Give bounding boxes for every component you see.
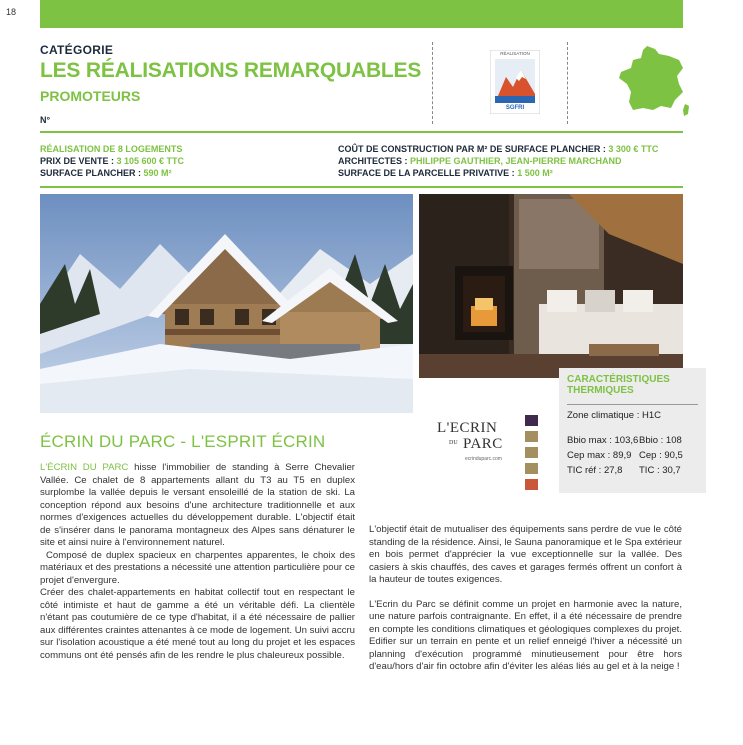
info-right-block: [338, 143, 658, 179]
info-surface-plancher: SURFACE PLANCHER : 590 M²: [40, 168, 172, 178]
category-title: LES RÉALISATIONS REMARQUABLES: [40, 59, 422, 82]
thermal-cep-max: Cep max : 89,9: [567, 450, 632, 461]
top-green-bar: [40, 0, 683, 28]
palette-swatch-1: [525, 415, 538, 426]
award-badge-top-text: RÉALISATION: [500, 51, 530, 56]
article-paragraph: L'objectif était de mutualiser des équipements sans perdre de vue le côté standing de la résidence. Ainsi, le Sauna panoramique et le Spa extérieur en bois permet d'apprécier la vue exceptionnelle sur la vallée. Des casiers à skis chauffés, des caves et garages fermés offrent un confort à la hauteur de toutes exigences.: [369, 524, 682, 585]
article-column-2: [369, 524, 682, 674]
thermal-tic: TIC : 30,7: [639, 465, 681, 476]
header-divider-right: [567, 42, 568, 124]
palette-swatch-5: [525, 479, 538, 490]
article-title: ÉCRIN DU PARC - L'ESPRIT ÉCRIN: [40, 432, 326, 451]
article-paragraph: L'Ecrin du Parc se définit comme un projet en harmonie avec la nature, une nature parfois contraignante. En effet, il a été nécessaire de prendre en compte les conditions climatiques et géologiques complexes du projet. Edifier sur un terrain en pente et un relief enneigé l'hiver a nécessité un planning d'exécution programmé minutieusement pour être hors d'eau/hors d'air fin octobre afin d'éviter les aléas liés au gel et à la neige !: [369, 598, 682, 672]
thermal-characteristics-box: [559, 368, 706, 493]
article-paragraph: L'ÉCRIN DU PARC hisse l'immobilier de standing à Serre Chevalier Vallée. Ce chalet de 8 appartements allant du T3 au T5 en duplex surplombe la vallée depuis le versant ensoleillé de la station de ski. La conception répond aux besoins d'une architecture traditionnelle et aux normes d'exigences actuelles du développement durable. L'objectif était de s'insérer dans le panorama montagneux des Alpes sans dénaturer le site et ainsi nuire à l'environnement naturel.: [40, 462, 355, 548]
palette-swatch-3: [525, 447, 538, 458]
thermal-tic-ref: TIC réf : 27,8: [567, 465, 623, 476]
palette-swatch-2: [525, 431, 538, 442]
info-cout: COÛT DE CONSTRUCTION PAR M² DE SURFACE PLANCHER : 3 300 € TTC: [338, 144, 659, 154]
header-divider-left: [432, 42, 433, 124]
thermal-title: CARACTÉRISTIQUES THERMIQUES: [567, 374, 670, 396]
thermal-separator: [567, 404, 698, 405]
ecrin-du-parc-logo: L'ECRIN DU PARC ecrinduparc.com: [437, 420, 503, 462]
color-palette: [525, 415, 538, 490]
france-map: [617, 44, 691, 123]
category-label: CATÉGORIE: [40, 43, 114, 57]
thermal-bbio-max: Bbio max : 103,6: [567, 435, 639, 446]
info-surface-parcelle: SURFACE DE LA PARCELLE PRIVATIVE : 1 500 M²: [338, 168, 553, 178]
info-prix: PRIX DE VENTE : 3 105 600 € TTC: [40, 156, 185, 166]
chalet-interior-photo: [419, 194, 683, 378]
chalet-photo-image: [40, 194, 413, 413]
thermal-cep: Cep : 90,5: [639, 450, 683, 461]
info-top-rule: [40, 131, 683, 133]
palette-swatch-4: [525, 463, 538, 474]
france-map-icon: [617, 44, 691, 118]
chalet-exterior-photo: [40, 194, 413, 413]
article-column-1: [40, 462, 355, 662]
info-bottom-rule: [40, 186, 683, 188]
article-paragraph: Créer des chalet-appartements en habitat collectif tout en respectant le côté intimiste et haut de gamme a été un véritable défi. La clientèle n'étant pas coutumière de ce type d'habitat, il a été nécessaire de pallier aux différentes craintes attenantes à ce mode de logement. Un suivi accru sur l'isolation acoustique a été mené tout au long du projet et les espaces communs ont été pensés afin de les rendre le plus chaleureux possible.: [40, 587, 355, 661]
award-badge: [490, 50, 540, 114]
thermal-zone: Zone climatique : H1C: [567, 410, 661, 421]
info-left-block: [40, 143, 184, 179]
award-badge-bottom-text: SGFRI: [505, 105, 525, 111]
info-architectes: ARCHITECTES : PHILIPPE GAUTHIER, JEAN-PIERRE MARCHAND: [338, 156, 622, 166]
interior-photo-image: [419, 194, 683, 378]
page-number: 18: [6, 7, 17, 17]
thermal-bbio: Bbio : 108: [639, 435, 682, 446]
category-subtitle: PROMOTEURS: [40, 88, 141, 104]
number-label: N°: [40, 115, 51, 125]
article-paragraph: Composé de duplex spacieux en charpentes apparentes, le choix des matériaux et des prestations a nécessité une attention particulière pour ce projet d'envergure.: [40, 549, 355, 586]
info-logements: RÉALISATION DE 8 LOGEMENTS: [40, 144, 183, 154]
